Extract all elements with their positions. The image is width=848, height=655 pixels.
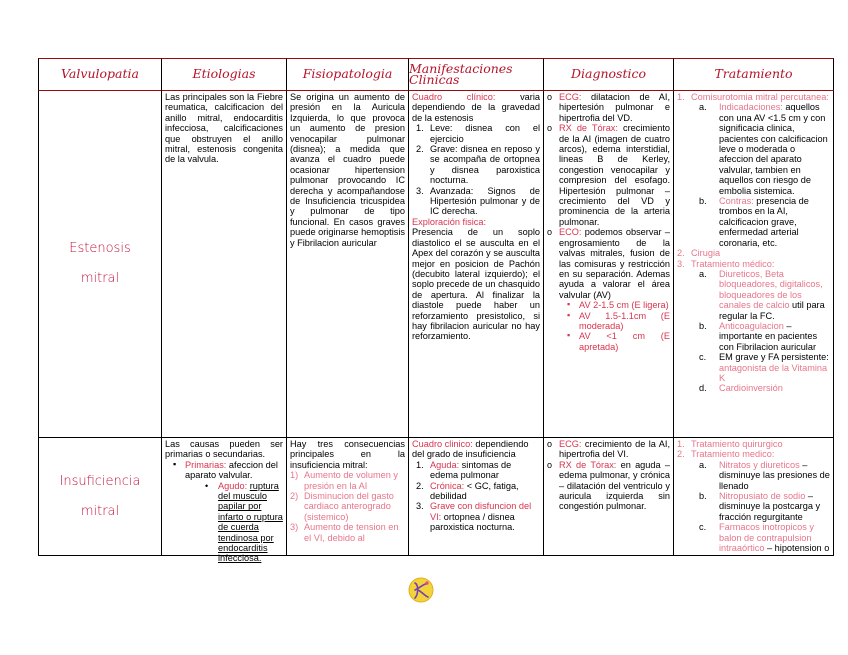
list-item: o RX de Tórax: crecimiento de la AI (imagen de cuatro arcos), edema interstidial, lineas B de Kerley, congestion venocapilar y compresion del esofago. Hipertesión pulmonar – crecimiento del VD y prominencia de la arteria pulmonar. — [547, 123, 670, 227]
row-label-insuficiencia: Insuficiencia mitral — [38, 438, 162, 556]
header-etiologias: Etiologias — [162, 58, 287, 91]
estenosis-fisiopatologia: Se origina un aumento de presión en la Auricula Izquierda, lo que provoca un aumento de presion venocapilar pulmonar (disnea); a medida que avanza el cuadro puede ocasionar hipertension pulmonar provocando IC derecha y acompañandose de Insuficiencia tricuspidea y pulmonar de tipo funcional. En casos graves puede originarse hemoptisis y Fibrilacion auricular — [287, 91, 409, 438]
estenosis-etiologia: Las principales son la Fiebre reumatica, calcificacion del anillo mitral, endocarditis infecciosa, calcificaciones que obstruyen el anillo mitral, estenosis congenita de la valvula. — [162, 91, 287, 438]
header-manifestaciones: Manifestaciones Clinicas — [409, 58, 544, 91]
header-fisiopatologia: Fisiopatologia — [287, 58, 409, 91]
estenosis-tratamiento: 1. Comisurotomia mitral percutanea: a. Indicadaciones: aquellos con una AV <1.5 cm y con significacia clinica, pacientes con calcificacion leve o moderada o afeccion del aparato valvular, tambien en aquellos con riesgo de embolia sistemica. b. Contras: presencia de trombos en la AI, calcificacion grave, enfermedad arterial coronaria, etc. 2. Cirugia 3. Tratamiento médico: a. Diureticos, Beta bloqueadores, digitalicos, bloqueadores de los canales de calcio util para regular la FC. b. Anticoagulacion – importante en pacientes con Fibrilacion auricular c. EM grave y FA persistente: antagonista de la Vitamina K d. Cardioinversión — [674, 91, 834, 438]
insuficiencia-etiologia: Las causas pueden ser primarias o secundarias. ▪ Primarias: afeccion del aparato valvular. • Agudo: ruptura del musculo papilar por infarto o ruptura de cuerda tendinosa por endocarditis infecciosa. — [162, 438, 287, 556]
header-diagnostico: Diagnostico — [544, 58, 674, 91]
estenosis-diagnostico — [544, 91, 674, 438]
author-logo-icon — [406, 575, 436, 605]
header-tratamiento: Tratamiento — [674, 58, 834, 91]
list-item: 2. Grave: disnea en reposo y se acompaña de ortopnea y disnea paroxistica nocturna. — [416, 144, 540, 186]
insuficiencia-manifestaciones: Cuadro clinico: dependiendo del grado de insuficiencia 1. Aguda: sintomas de edema pulmonar 2. Crónica: < GC, fatiga, debilidad 3. Grave con disfuncion del VI: ortopnea / disnea paroxistica nocturna. — [409, 438, 544, 556]
valvulopathy-table — [38, 58, 836, 564]
header-valvulopatia: Valvulopatia — [38, 58, 162, 91]
list-item: 1. Leve: disnea con el ejercicio — [416, 123, 540, 144]
row-label-estenosis: Estenosis mitral — [38, 91, 162, 438]
insuficiencia-fisiopatologia: Hay tres consecuencias principales en la insuficiencia mitral: 1) Aumento de volumen y presión en la AI 2) Disminucion del gasto cardiaco anterogrado (sistemico) 3) Aumento de tension en el VI, debido al — [287, 438, 409, 556]
insuficiencia-tratamiento: 1. Tratamiento quirurgico 2. Tratamiento medico: a. Nitratos y diureticos – disminuye las presiones de llenado b. Nitropusiato de sodio – disminuye la postcarga y fracción regurgitante c. Farmacos inotropicos y balon de contrapulsion intraaórtico – hipotension o — [674, 438, 834, 556]
insuficiencia-diagnostico: o ECG: crecimiento de la AI, hipertrofia del VI. o RX de Tórax: en aguda – edema pulmonar, y crónica – dilatación del ventriculo y auricula izquierda sin congestión pulmonar. — [544, 438, 674, 556]
list-item: 3. Avanzada: Signos de Hipertesión pulmonar y de IC derecha. — [416, 185, 540, 217]
list-item: o ECO: podemos observar – engrosamiento de la valvas mitrales, fusion de las comisuras y restricción en su separación. Ademas ayuda a valorar el área valvular (AV) ▪ AV 2-1.5 cm (E ligera) ▪ AV 1.5-1.1cm (E moderada) ▪ AV <1 cm (E apretada) — [547, 227, 670, 352]
estenosis-manifestaciones: Cuadro clínico: varia dependiendo de la gravedad de la estenosis 1. Leve: disnea con el ejercicio 2. Grave: disnea en reposo y se acompaña de ortopnea y disnea paroxistica nocturna. 3. Avanzada: Signos de Hipertesión pulmonar y de IC derecha. Exploración fisica: Presencia de un soplo diastolico el se ausculta en el Apex del corazón y se ausculta mejor en posicion de Pachón (decubito lateral izquierdo); el soplo precede de un chasquido de apertura. Al finalizar la diastole puede haber un reforzamiento presistolico, si hay fibrilacion auricular no hay reforzamiento. — [409, 91, 544, 438]
list-item: o ECG: dilatacion de AI, hipertesión pulmonar e hipertrofia del VD. — [547, 92, 670, 123]
table-sheet — [38, 58, 836, 564]
